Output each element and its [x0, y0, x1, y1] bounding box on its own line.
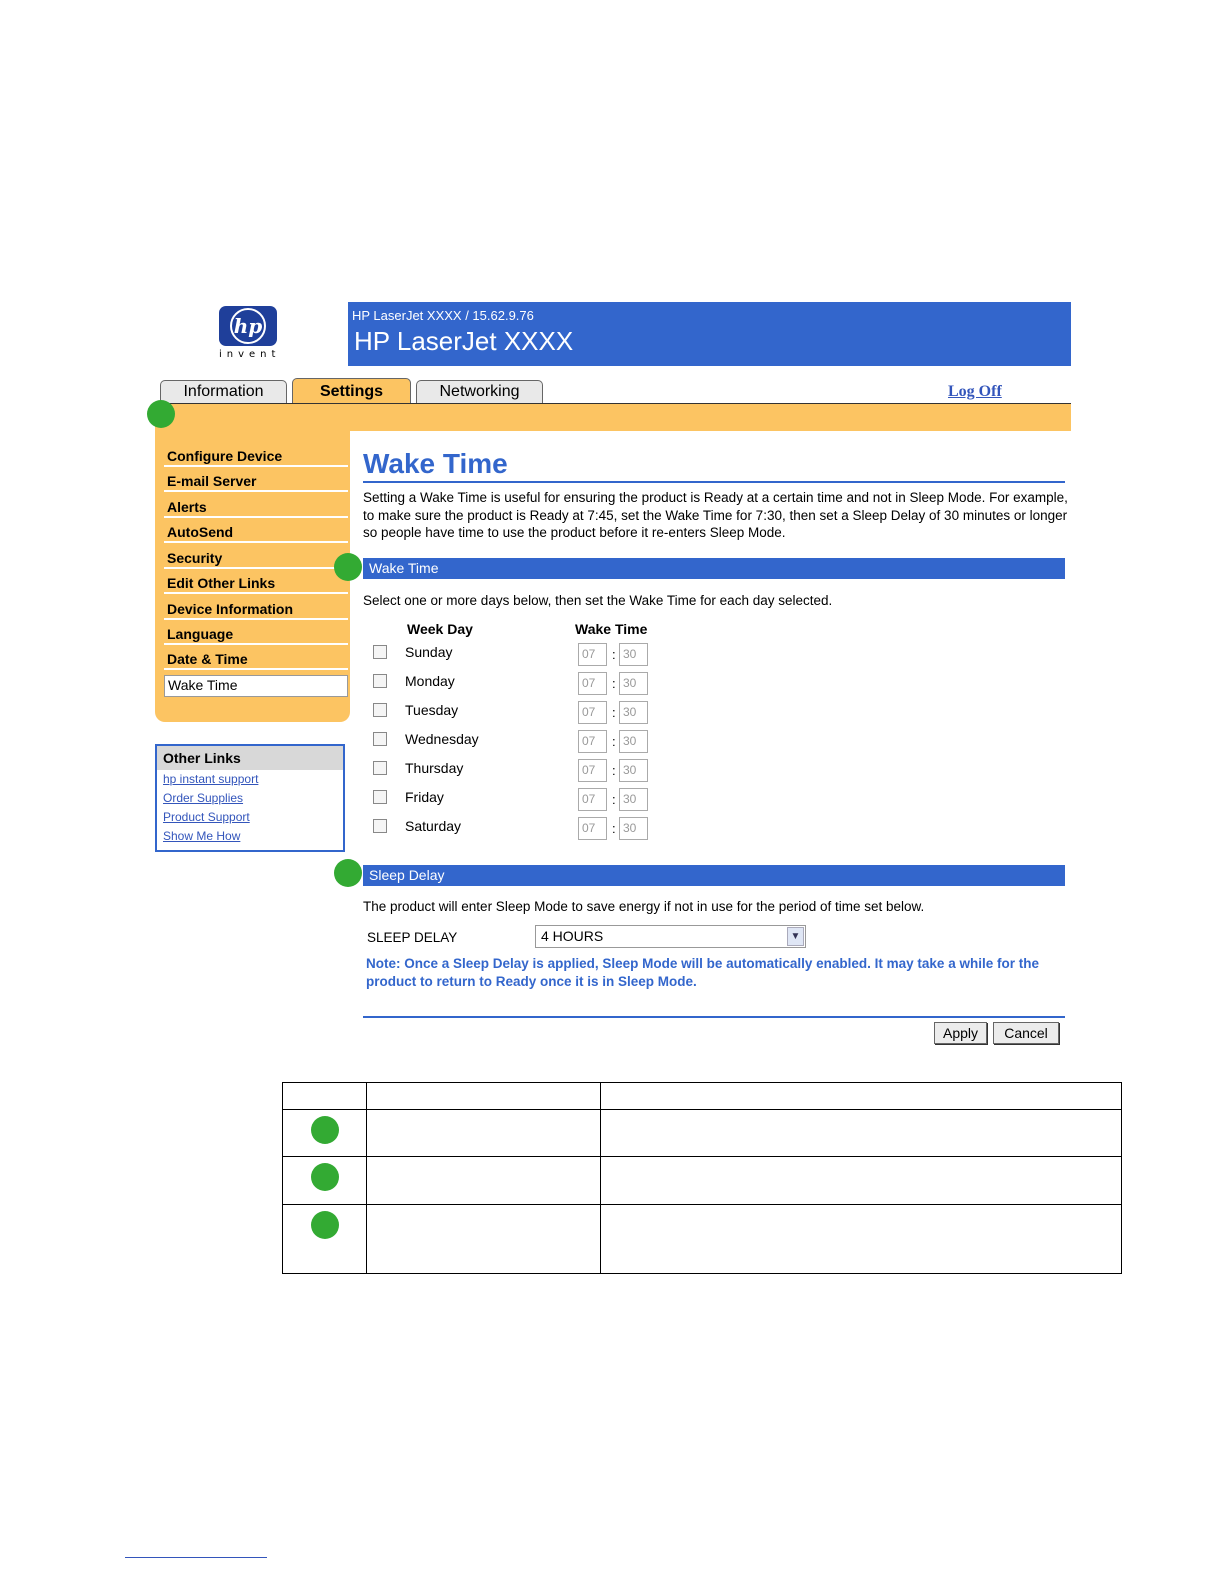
sleep-delay-section-header: Sleep Delay: [363, 865, 1065, 886]
sleep-delay-value: 4 HOURS: [541, 928, 604, 944]
table-cell: [367, 1110, 601, 1157]
table-row: [283, 1110, 1122, 1157]
title-underline: [363, 481, 1065, 483]
day-label: Tuesday: [405, 702, 459, 718]
tuesday-hour-input[interactable]: 07: [578, 701, 607, 724]
callout-dot-1: [147, 400, 175, 428]
sidebar-item-configure-device[interactable]: Configure Device: [164, 447, 348, 467]
table-row: [283, 1157, 1122, 1205]
sunday-minute-input[interactable]: 30: [619, 643, 648, 666]
day-row-sunday: [373, 643, 663, 667]
tuesday-checkbox[interactable]: [373, 703, 387, 717]
time-separator: :: [612, 705, 616, 720]
cancel-button[interactable]: Cancel: [993, 1022, 1059, 1044]
monday-hour-input[interactable]: 07: [578, 672, 607, 695]
table-cell: [601, 1083, 1122, 1110]
wake-time-instruction: Select one or more days below, then set the Wake Time for each day selected.: [363, 593, 833, 608]
table-header-row: [283, 1083, 1122, 1110]
thursday-checkbox[interactable]: [373, 761, 387, 775]
wednesday-minute-input[interactable]: 30: [619, 730, 648, 753]
callout-legend-table: [282, 1082, 1122, 1274]
intro-text: Setting a Wake Time is useful for ensuring the product is Ready at a certain time and not in Sleep Mode. For example, to make sure the product is Ready at 7:45, set the Wake Time for 7:30, then set a Sleep Delay of 30 minutes or longer so people have time to use the product before it re-enters Sleep Mode.: [363, 490, 1068, 540]
chevron-down-icon[interactable]: ▼: [787, 927, 804, 946]
monday-checkbox[interactable]: [373, 674, 387, 688]
form-divider: [363, 1016, 1065, 1018]
link-product-support[interactable]: Product Support: [163, 810, 250, 824]
time-separator: :: [612, 734, 616, 749]
page-title: Wake Time: [363, 448, 508, 479]
day-label: Wednesday: [405, 731, 479, 747]
thursday-hour-input[interactable]: 07: [578, 759, 607, 782]
table-row: [283, 1205, 1122, 1274]
callout-dot-1-legend: [311, 1116, 339, 1144]
sleep-delay-select[interactable]: [535, 925, 806, 948]
time-separator: :: [612, 676, 616, 691]
tuesday-minute-input[interactable]: 30: [619, 701, 648, 724]
callout-dot-3: [334, 859, 362, 887]
table-cell: [283, 1110, 367, 1157]
table-cell: [367, 1083, 601, 1110]
sidebar-item-edit-other-links[interactable]: Edit Other Links: [164, 574, 348, 594]
day-label: Thursday: [405, 760, 464, 776]
wake-time-column-header: Wake Time: [575, 621, 648, 637]
saturday-checkbox[interactable]: [373, 819, 387, 833]
sleep-delay-label: SLEEP DELAY: [367, 930, 458, 945]
time-separator: :: [612, 647, 616, 662]
friday-hour-input[interactable]: 07: [578, 788, 607, 811]
table-cell: [601, 1110, 1122, 1157]
link-hp-instant-support[interactable]: hp instant support: [163, 772, 259, 786]
week-day-column-header: Week Day: [407, 621, 473, 637]
wednesday-checkbox[interactable]: [373, 732, 387, 746]
wake-time-section-header: Wake Time: [363, 558, 1065, 579]
day-label: Sunday: [405, 644, 453, 660]
sidebar-item-language[interactable]: Language: [164, 625, 348, 645]
table-cell: [601, 1205, 1122, 1274]
sidebar-item-device-information[interactable]: Device Information: [164, 600, 348, 620]
monday-minute-input[interactable]: 30: [619, 672, 648, 695]
callout-dot-2: [334, 553, 362, 581]
sleep-delay-instruction: The product will enter Sleep Mode to save energy if not in use for the period of time set below.: [363, 899, 925, 914]
footnote-rule: [125, 1557, 267, 1558]
callout-dot-2-legend: [311, 1163, 339, 1191]
sidebar-item-date-time[interactable]: Date & Time: [164, 650, 348, 670]
friday-minute-input[interactable]: 30: [619, 788, 648, 811]
hp-logo-mark: [219, 306, 277, 346]
table-cell: [283, 1205, 367, 1274]
day-row-thursday: [373, 759, 663, 783]
other-links-title: Other Links: [157, 746, 343, 770]
sidebar-item-wake-time[interactable]: Wake Time: [164, 675, 348, 697]
table-cell: [283, 1083, 367, 1110]
day-row-tuesday: [373, 701, 663, 725]
link-order-supplies[interactable]: Order Supplies: [163, 791, 244, 805]
table-cell: [601, 1157, 1122, 1205]
header-banner: [348, 302, 1071, 366]
friday-checkbox[interactable]: [373, 790, 387, 804]
sunday-hour-input[interactable]: 07: [578, 643, 607, 666]
time-separator: :: [612, 821, 616, 836]
sleep-delay-note: Note: Once a Sleep Delay is applied, Sleep Mode will be automatically enabled. It may take a while for the product to return to Ready once it is in Sleep Mode.: [366, 956, 1039, 989]
hp-logo-wordmark: invent: [219, 349, 281, 360]
logoff-link[interactable]: Log Off: [948, 383, 1002, 400]
day-row-friday: [373, 788, 663, 812]
table-cell: [367, 1157, 601, 1205]
day-row-wednesday: [373, 730, 663, 754]
device-subtitle: HP LaserJet XXXX / 15.62.9.76: [352, 308, 534, 323]
other-links-box: [155, 744, 345, 852]
sidebar-item-email-server[interactable]: E-mail Server: [164, 472, 348, 492]
hp-logo: [219, 306, 279, 364]
sunday-checkbox[interactable]: [373, 645, 387, 659]
day-label: Monday: [405, 673, 455, 689]
day-label: Saturday: [405, 818, 462, 834]
sidebar-item-autosend[interactable]: AutoSend: [164, 523, 348, 543]
time-separator: :: [612, 792, 616, 807]
table-cell: [367, 1205, 601, 1274]
tab-information[interactable]: Information: [160, 380, 287, 403]
wednesday-hour-input[interactable]: 07: [578, 730, 607, 753]
day-label: Friday: [405, 789, 444, 805]
table-cell: [283, 1157, 367, 1205]
saturday-hour-input[interactable]: 07: [578, 817, 607, 840]
sidebar-item-security[interactable]: Security: [164, 549, 348, 569]
day-row-monday: [373, 672, 663, 696]
device-title: HP LaserJet XXXX: [354, 326, 574, 356]
tab-settings[interactable]: Settings: [292, 378, 411, 404]
time-separator: :: [612, 763, 616, 778]
sidebar-item-alerts[interactable]: Alerts: [164, 498, 348, 518]
callout-dot-3-legend: [311, 1211, 339, 1239]
link-show-me-how[interactable]: Show Me How: [163, 829, 241, 843]
day-row-saturday: [373, 817, 663, 841]
apply-button[interactable]: Apply: [934, 1022, 987, 1044]
tab-networking[interactable]: Networking: [416, 380, 543, 403]
hp-logo-circle: hp: [230, 308, 266, 344]
thursday-minute-input[interactable]: 30: [619, 759, 648, 782]
saturday-minute-input[interactable]: 30: [619, 817, 648, 840]
